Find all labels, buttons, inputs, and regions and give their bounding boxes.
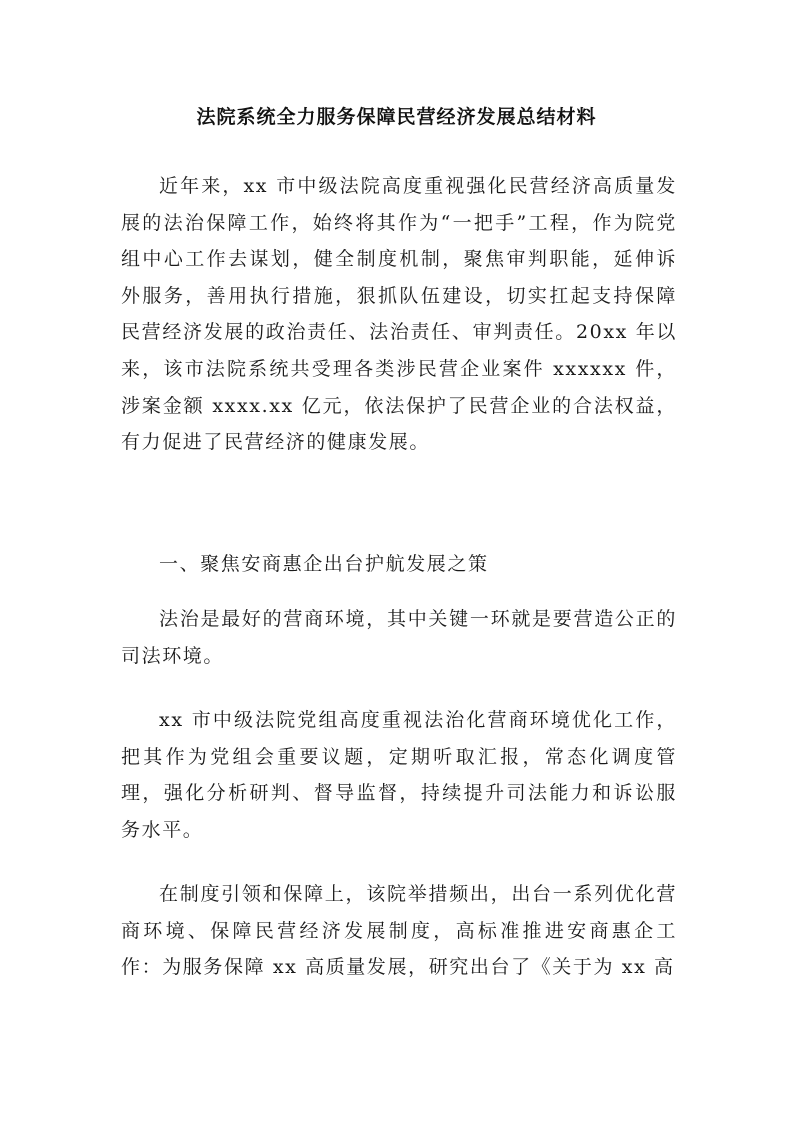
paragraph-intro: 近年来，xx 市中级法院高度重视强化民营经济高质量发展的法治保障工作，始终将其作为“一把手”工程，作为院党组中心工作去谋划，健全制度机制，聚焦审判职能，延伸诉外服务，善用执行措施，狠抓队伍建设，切实扛起支持保障民营经济发展的政治责任、法治责任、审判责任。20xx 年以来，该市法院系统共受理各类涉民营企业案件 xxxxxx 件，涉案金额 xxxx.xx 亿元，依法保护了民营企业的合法权益，有力促进了民营经济的健康发展。 (121, 175, 677, 454)
document-title: 法院系统全力服务保障民营经济发展总结材料 (196, 106, 597, 128)
paragraph-rule-of-law: 法治是最好的营商环境，其中关键一环就是要营造公正的司法环境。 (121, 608, 677, 667)
paragraph-institutional: 在制度引领和保障上，该院举措频出，出台一系列优化营商环境、保障民营经济发展制度，高标准推进安商惠企工作：为服务保障 xx 高质量发展，研究出台了《关于为 xx 高 (121, 883, 677, 979)
paragraph-party-group: xx 市中级法院党组高度重视法治化营商环境优化工作，把其作为党组会重要议题，定期听取汇报，常态化调度管理，强化分析研判、督导监督，持续提升司法能力和诉讼服务水平。 (121, 709, 677, 841)
section-heading-1: 一、聚焦安商惠企出台护航发展之策 (159, 553, 489, 575)
